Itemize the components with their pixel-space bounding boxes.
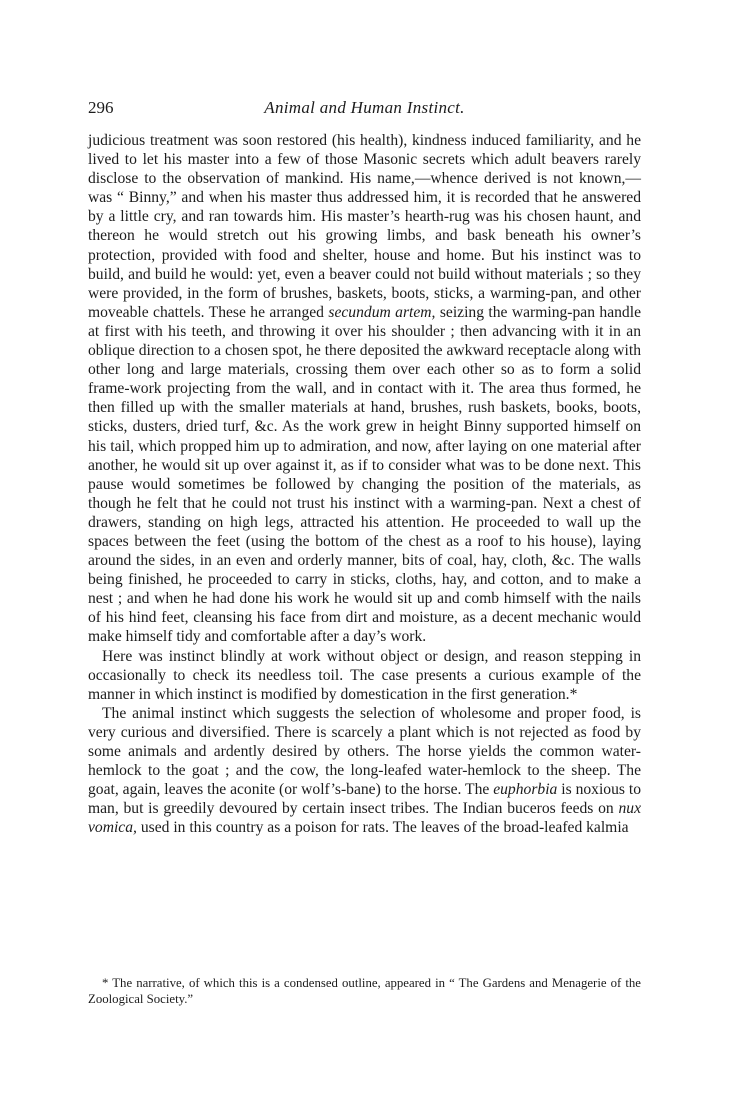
italic-phrase: nux vomica, (88, 800, 641, 837)
paragraph-3: The animal instinct which suggests the selection of wholesome and proper food, is very curious and diversified. There is scarcely a plant which is not rejected as food by some animals and ardently desired by others. The horse yields the common water-hemlock to the goat ; and the cow, the long-leafed water-hemlock to the sheep. The goat, again, leaves the aconite (or wolf’s-bane) to the horse. The euphorbia is noxious to man, but is greedily devoured by certain insect tribes. The Indian buceros feeds on nux vomica, used in this country as a poison for rats. The leaves of the broad-leafed kalmia (88, 704, 641, 837)
running-title: Animal and Human Instinct. (264, 98, 465, 117)
footnote (88, 975, 641, 1007)
italic-phrase: euphorbia (493, 781, 558, 799)
body-text (88, 131, 641, 837)
footnote-text: * The narrative, of which this is a condensed outline, appeared in “ The Gardens and Menagerie of the Zoological Society.” (88, 976, 641, 1006)
page-header (88, 98, 641, 124)
paragraph-1: judicious treatment was soon restored (his health), kindness induced familiarity, and he lived to let his master into a few of those Masonic secrets which adult beavers rarely disclose to the observation of mankind. His name,—whence derived is not known,—was “ Binny,” and when his master thus addressed him, it is recorded that he answered by a little cry, and ran towards him. His master’s hearth-rug was his chosen haunt, and thereon he would stretch out his growing limbs, and bask beneath his owner’s protection, provided with food and shelter, house and home. But his instinct was to build, and build he would: yet, even a beaver could not build without materials ; so they were provided, in the form of brushes, baskets, boots, sticks, a warming-pan, and other moveable chattels. These he arranged secundum artem, seizing the warming-pan handle at first with his teeth, and throwing it over his shoulder ; then advancing with it in an oblique direction to a chosen spot, he there deposited the awkward receptacle along with other long and large materials, crossing them over each other so as to form a solid frame-work projecting from the wall, and in contact with it. The area thus formed, he then filled up with the smaller materials at hand, brushes, rush baskets, books, boots, sticks, dusters, dried turf, &c. As the work grew in height Binny supported himself on his tail, which propped him up to admiration, and now, after laying on one material after another, he would sit up over against it, as if to consider what was to be done next. This pause would sometimes be followed by changing the position of the materials, as though he felt that he could not trust his instinct with a warming-pan. Next a chest of drawers, standing on high legs, attracted his attention. He proceeded to wall up the spaces between the feet (using the bottom of the chest as a roof to his house), laying around the sides, in an even and orderly manner, bits of coal, hay, cloth, &c. The walls being finished, he proceeded to carry in sticks, cloths, hay, and cotton, and to make a nest ; and when he had done his work he would sit up and comb himself with the nails of his hind feet, cleansing his face from dirt and moisture, as a decent mechanic would make himself tidy and comfortable after a day’s work. (88, 132, 641, 646)
page-number: 296 (88, 98, 114, 117)
paragraph-2: Here was instinct blindly at work without object or design, and reason stepping in occasionally to check its needless toil. The case presents a curious example of the manner in which instinct is modified by domestication in the first generation.* (88, 647, 641, 703)
italic-phrase: secundum artem, (328, 303, 436, 321)
